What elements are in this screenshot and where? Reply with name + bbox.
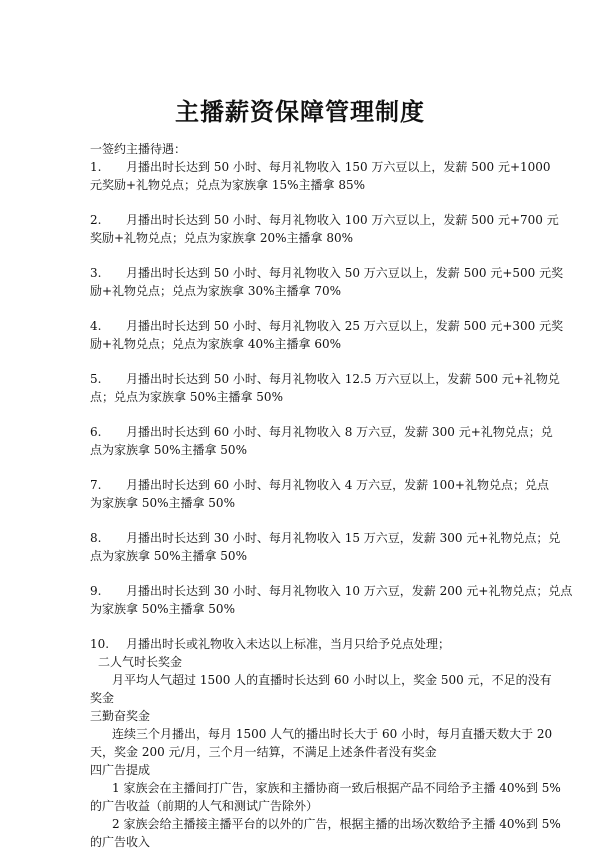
item-number: 7. xyxy=(90,478,102,492)
section-text: 的广告收入 xyxy=(90,835,151,849)
benefit-item xyxy=(90,158,551,194)
section-text: 1 家族会在主播间打广告，家族和主播协商一致后根据产品不同给予主播 40%到 5% xyxy=(112,781,561,795)
item-text: 点；兑点为家族拿 50%主播拿 50% xyxy=(90,390,283,404)
item-text: 励+礼物兑点；兑点为家族拿 40%主播拿 60% xyxy=(90,337,342,351)
section-popularity-bonus xyxy=(90,653,552,707)
document-body xyxy=(90,140,573,851)
item-text: 月播出时长达到 50 小时、每月礼物收入 12.5 万六豆以上，发薪 500 元+礼物兑 xyxy=(126,372,560,386)
section-ad-commission xyxy=(90,761,561,851)
section-text: 连续三个月播出，每月 1500 人气的播出时长大于 60 小时，每月直播天数大于 20 xyxy=(112,727,553,741)
item-text: 月播出时长达到 50 小时、每月礼物收入 50 万六豆以上，发薪 500 元+500 元奖 xyxy=(126,266,564,280)
item-text: 点为家族拿 50%主播拿 50% xyxy=(90,443,247,457)
item-text: 点为家族拿 50%主播拿 50% xyxy=(90,549,247,563)
section-heading: 四广告提成 xyxy=(90,763,151,777)
benefit-list xyxy=(90,158,573,653)
benefit-item xyxy=(90,635,515,653)
item-text: 月播出时长或礼物收入未达以上标准，当月只给予兑点处理； xyxy=(126,637,451,651)
item-number: 2. xyxy=(90,213,102,227)
item-text: 月播出时长达到 50 小时、每月礼物收入 100 万六豆以上，发薪 500 元+700 元 xyxy=(126,213,559,227)
item-number: 8. xyxy=(90,531,102,545)
item-number: 4. xyxy=(90,319,102,333)
item-number: 3. xyxy=(90,266,102,280)
document-title: 主播薪资保障管理制度 xyxy=(175,97,425,126)
item-text: 月播出时长达到 60 小时、每月礼物收入 8 万六豆，发薪 300 元+礼物兑点；兑 xyxy=(126,425,553,439)
section-text: 月平均人气超过 1500 人的直播时长达到 60 小时以上，奖金 500 元，不足的没有 xyxy=(112,673,552,687)
section-diligence-bonus xyxy=(90,707,553,761)
item-text: 元奖励+礼物兑点；兑点为家族拿 15%主播拿 85% xyxy=(90,178,366,192)
item-text: 月播出时长达到 50 小时、每月礼物收入 25 万六豆以上，发薪 500 元+300 元奖 xyxy=(126,319,564,333)
item-text: 月播出时长达到 30 小时、每月礼物收入 15 万六豆，发薪 300 元+礼物兑点；兑 xyxy=(126,531,561,545)
item-text: 奖励+礼物兑点；兑点为家族拿 20%主播拿 80% xyxy=(90,231,354,245)
item-text: 月播出时长达到 30 小时、每月礼物收入 10 万六豆，发薪 200 元+礼物兑点；兑点 xyxy=(126,584,573,598)
benefit-item xyxy=(90,211,559,247)
item-number: 9. xyxy=(90,584,102,598)
item-text: 月播出时长达到 50 小时、每月礼物收入 150 万六豆以上，发薪 500 元+1000 xyxy=(126,160,551,174)
section-heading: 二人气时长奖金 xyxy=(98,655,183,669)
section-text: 奖金 xyxy=(90,691,115,705)
item-number: 5. xyxy=(90,372,102,386)
section-text: 2 家族会给主播接主播平台的以外的广告，根据主播的出场次数给予主播 40%到 5% xyxy=(112,817,561,831)
benefit-item xyxy=(90,317,564,353)
benefit-item xyxy=(90,476,549,512)
benefit-item xyxy=(90,370,560,406)
section-text: 天，奖金 200 元/月，三个月一结算，不满足上述条件者没有奖金 xyxy=(90,745,437,759)
section-heading-contract-anchor-benefits: 一签约主播待遇： xyxy=(90,142,187,156)
item-text: 励+礼物兑点；兑点为家族拿 30%主播拿 70% xyxy=(90,284,342,298)
item-number: 1. xyxy=(90,160,102,174)
benefit-item xyxy=(90,423,553,459)
benefit-item xyxy=(90,529,561,565)
item-number: 6. xyxy=(90,425,102,439)
item-number: 10. xyxy=(90,637,110,651)
section-text: 的广告收益（前期的人气和测试广告除外） xyxy=(90,799,319,813)
item-text: 为家族拿 50%主播拿 50% xyxy=(90,602,235,616)
item-text: 月播出时长达到 60 小时、每月礼物收入 4 万六豆，发薪 100+礼物兑点；兑点 xyxy=(126,478,549,492)
item-text: 为家族拿 50%主播拿 50% xyxy=(90,496,235,510)
benefit-item xyxy=(90,582,573,618)
section-heading: 三勤奋奖金 xyxy=(90,709,151,723)
benefit-item xyxy=(90,264,564,300)
